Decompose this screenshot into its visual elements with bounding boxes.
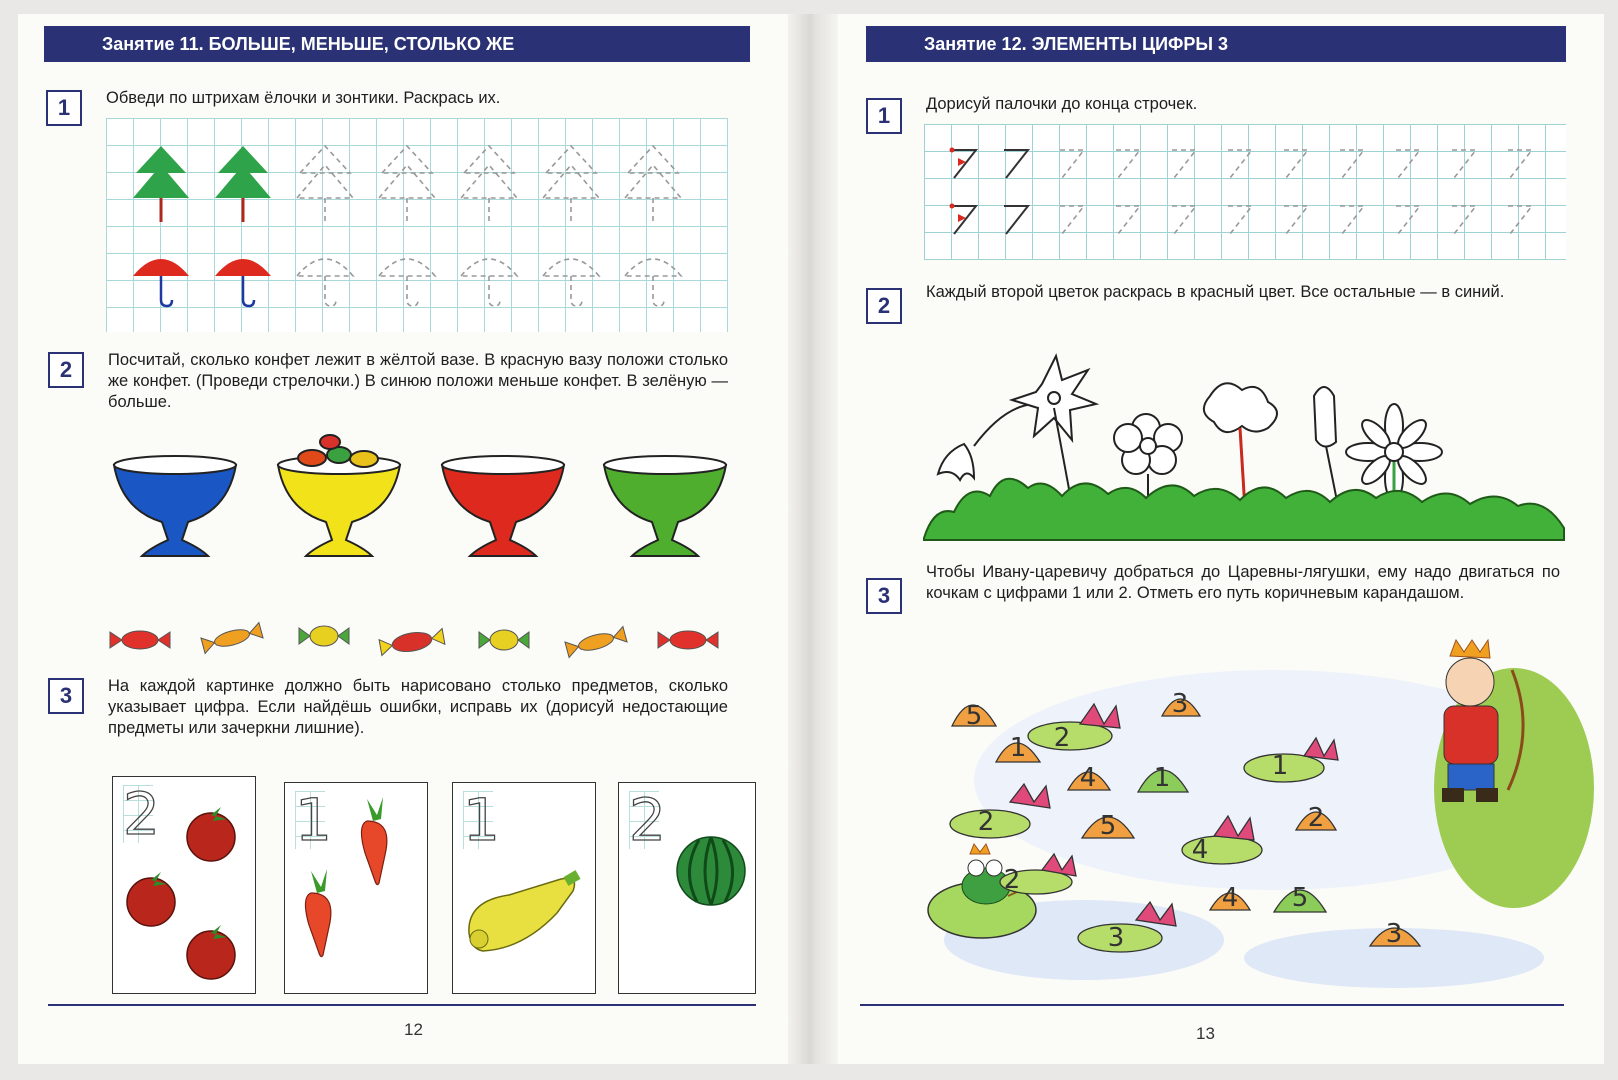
frame-zucchini [452, 782, 596, 994]
flower-icon [938, 404, 1034, 480]
task-3-number: 3 [48, 678, 84, 714]
task-2-number: 2 [48, 352, 84, 388]
lesson-12-header: Занятие 12. ЭЛЕМЕНТЫ ЦИФРЫ 3 [866, 26, 1566, 62]
dashed-tree-icon [461, 146, 517, 222]
task-2-text: Каждый второй цветок раскрась в красный цвет. Все остальные — в синий. [926, 283, 1505, 301]
dashed-umbrella-icon [461, 259, 517, 306]
trees-umbrellas-drawing [106, 118, 728, 332]
sticks-drawing [924, 124, 1566, 260]
candy-icon [299, 626, 349, 646]
frame-digit: 1 [463, 786, 500, 854]
svg-text:2: 2 [1307, 803, 1325, 833]
candy-icon [658, 631, 718, 649]
svg-text:4: 4 [1079, 763, 1097, 793]
dashed-umbrella-icon [379, 259, 435, 306]
vase-green [604, 456, 726, 556]
tree-icon [215, 146, 271, 222]
tomato-icon [113, 777, 255, 993]
task-3-text: Чтобы Ивану-царевичу добраться до Царевны-лягушки, ему надо двигаться по кочкам с цифрами 1 или 2. Отметь его путь коричневым карандашом. [926, 563, 1560, 602]
candy-icon [565, 627, 627, 658]
candy-icon [379, 628, 445, 657]
zucchini-icon [453, 783, 595, 993]
svg-text:4: 4 [1191, 835, 1209, 865]
candy-icon [479, 630, 529, 650]
umbrella-icon [133, 259, 189, 306]
task-1-text: Обведи по штрихам ёлочки и зонтики. Раскрась их. [106, 89, 501, 107]
svg-text:5: 5 [1291, 883, 1309, 913]
dashed-tree-icon [379, 146, 435, 222]
dashed-tree-icon [543, 146, 599, 222]
hummock [1000, 854, 1076, 895]
vase-blue [114, 456, 236, 556]
svg-text:2: 2 [977, 807, 995, 837]
book-gutter [788, 14, 838, 1064]
frame-carrots [284, 782, 428, 994]
vase-yellow [278, 435, 400, 556]
vase-red [442, 456, 564, 556]
task-3-number: 3 [866, 578, 902, 614]
dashed-umbrella-icon [625, 259, 681, 306]
swamp-maze-illustration [924, 640, 1566, 990]
dashed-tree-icon [297, 146, 353, 222]
svg-text:5: 5 [1099, 811, 1117, 841]
svg-text:3: 3 [1385, 919, 1403, 949]
right-page-footer-line [860, 1004, 1564, 1006]
task-1-number: 1 [866, 98, 902, 134]
task-1-number: 1 [46, 90, 82, 126]
vases-and-candies [100, 450, 740, 670]
carrot-icon [285, 783, 427, 993]
svg-text:2: 2 [1003, 865, 1021, 895]
svg-text:3: 3 [1107, 923, 1125, 953]
right-page-number: 13 [1196, 1024, 1215, 1043]
dashed-umbrella-icon [543, 259, 599, 306]
dashed-umbrella-icon [297, 259, 353, 306]
frame-tomatoes [112, 776, 256, 994]
task-1-text: Дорисуй палочки до конца строчек. [926, 95, 1198, 113]
svg-text:3: 3 [1171, 689, 1189, 719]
task-3-text: На каждой картинке должно быть нарисовано столько предметов, сколько указывает цифра. Если найдёшь ошибки, исправь их (дорисуй недостающие предметы или зачеркни лишние). [108, 677, 728, 737]
umbrella-icon [215, 259, 271, 306]
task-2-number: 2 [866, 288, 902, 324]
svg-text:4: 4 [1221, 883, 1239, 913]
left-page-number: 12 [404, 1020, 423, 1039]
flowers-illustration [924, 356, 1564, 556]
left-page-footer-line [48, 1004, 756, 1006]
candy-icon [110, 631, 170, 649]
watermelon-icon [619, 783, 755, 993]
frame-digit: 1 [295, 786, 332, 854]
svg-text:1: 1 [1009, 733, 1027, 763]
tree-icon [133, 146, 189, 222]
svg-text:1: 1 [1271, 751, 1289, 781]
frame-digit: 2 [123, 780, 160, 848]
svg-text:5: 5 [965, 701, 983, 731]
lesson-11-header: Занятие 11. БОЛЬШЕ, МЕНЬШЕ, СТОЛЬКО ЖЕ [44, 26, 750, 62]
dashed-tree-icon [625, 146, 681, 222]
task-2-text: Посчитай, сколько конфет лежит в жёлтой вазе. В красную вазу положи столько же конфет. (Проведи стрелочки.) В синюю положи меньше конфет. В зелёную — больше. [108, 351, 728, 411]
svg-text:1: 1 [1153, 763, 1171, 793]
frame-watermelon [618, 782, 756, 994]
svg-text:2: 2 [1053, 723, 1071, 753]
candy-icon [201, 623, 263, 654]
hummock [952, 701, 996, 731]
frame-digit: 2 [629, 786, 666, 854]
